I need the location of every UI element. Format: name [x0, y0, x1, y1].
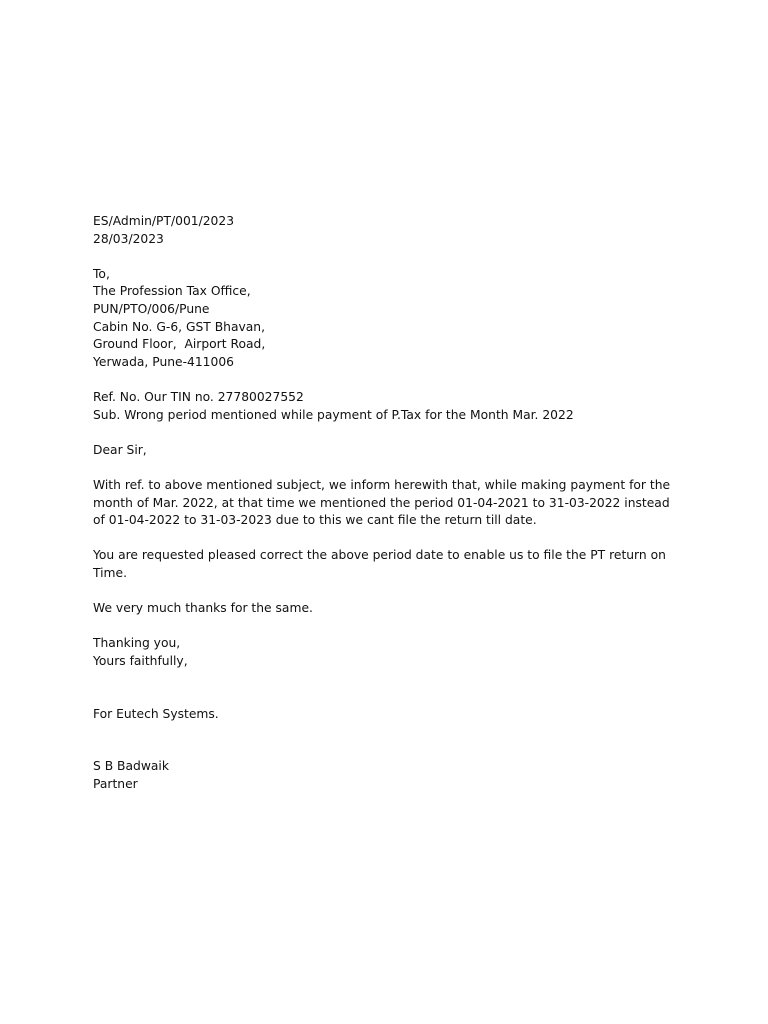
address-line: PUN/PTO/006/Pune — [93, 301, 210, 316]
address-line: The Profession Tax Office, — [93, 284, 251, 299]
letter-date: 28/03/2023 — [93, 231, 164, 246]
body-line: Time. — [93, 565, 128, 580]
body-line: of 01-04-2022 to 31-03-2023 due to this we cant file the return till date. — [93, 513, 537, 528]
ref-line: Ref. No. Our TIN no. 27780027552 — [93, 389, 304, 404]
body-paragraph — [93, 547, 666, 582]
closing-line: Thanking you, — [93, 636, 181, 651]
address-line: Cabin No. G-6, GST Bhavan, — [93, 319, 266, 334]
body-paragraph — [93, 477, 671, 530]
salutation: Dear Sir, — [93, 442, 147, 457]
body-line: We very much thanks for the same. — [93, 601, 313, 616]
body-line: You are requested pleased correct the above period date to enable us to file the PT return on — [93, 548, 666, 563]
body-line: month of Mar. 2022, at that time we mentioned the period 01-04-2021 to 31-03-2022 instead — [93, 495, 670, 510]
to-label: To, — [93, 266, 110, 281]
closing-line: Yours faithfully, — [93, 653, 188, 668]
letter-body — [93, 213, 671, 794]
signatory-title: Partner — [93, 777, 138, 791]
signatory-name: S B Badwaik — [93, 759, 169, 774]
body-paragraph — [93, 600, 653, 618]
body-line: With ref. to above mentioned subject, we inform herewith that, while making payment for the — [93, 477, 671, 492]
subject-line: Sub. Wrong period mentioned while payment of P.Tax for the Month Mar. 2022 — [93, 407, 574, 422]
address-line: Yerwada, Pune-411006 — [93, 354, 234, 369]
address-line: Ground Floor, Airport Road, — [93, 337, 266, 352]
company-name: For Eutech Systems. — [93, 706, 219, 721]
reference-number: ES/Admin/PT/001/2023 — [93, 214, 235, 228]
